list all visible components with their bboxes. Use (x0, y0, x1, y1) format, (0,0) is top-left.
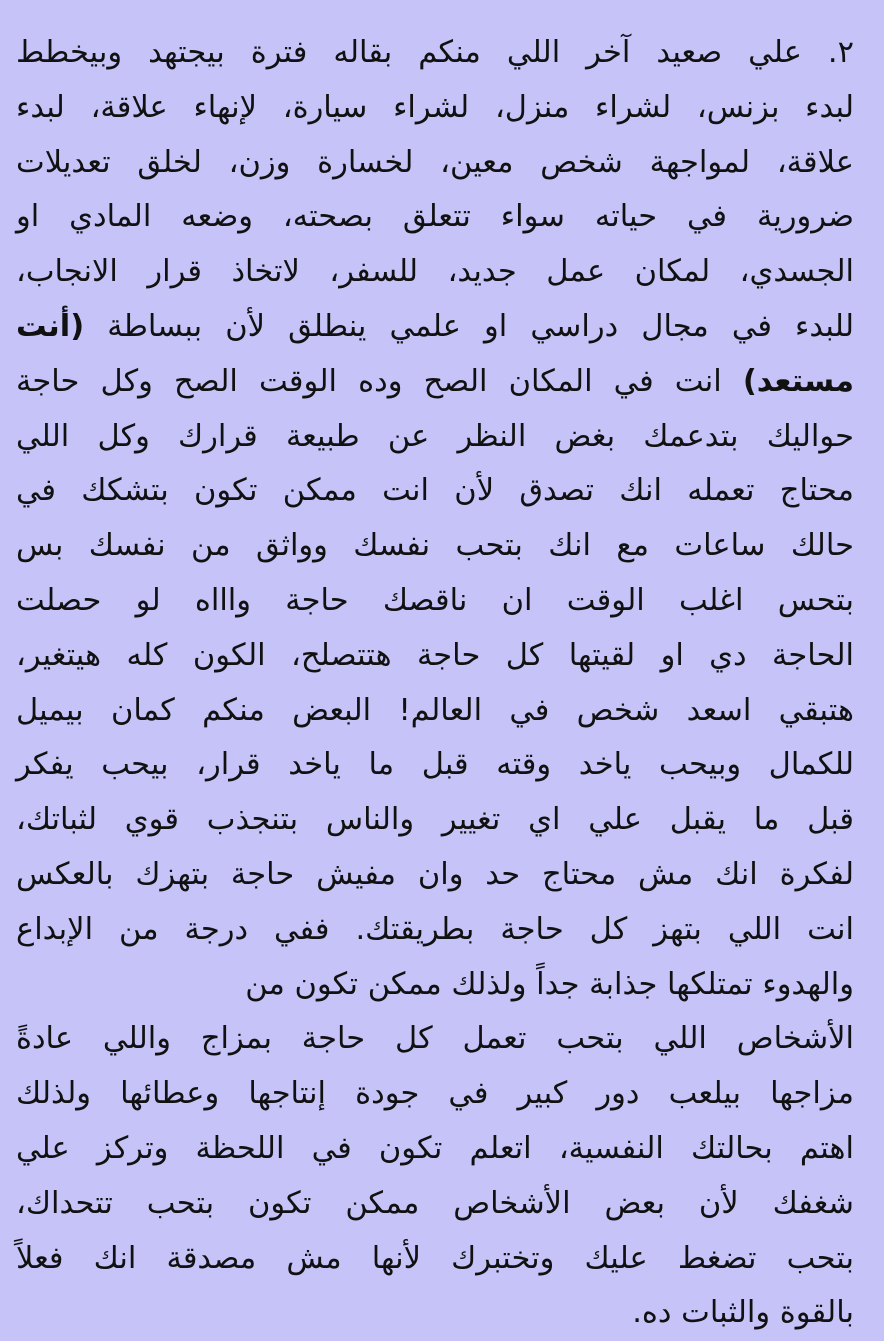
text-line: بتحب تضغط عليك وتختبرك لأنها مش مصدقة انك فعلاً (16, 1240, 854, 1276)
text-line: ٢. علي صعيد آخر اللي منكم بقاله فترة بيجتهد وبيخطط (16, 35, 854, 70)
text-line-with-emphasis (16, 300, 854, 355)
text-line: اهتم بحالتك النفسية، اتعلم تكون في اللحظة وتركز علي (16, 1130, 854, 1166)
text-line-with-emphasis (16, 355, 854, 410)
text-line: حواليك بتدعمك بغض النظر عن طبيعة قرارك وكل اللي (16, 418, 854, 454)
text-line: لبدء بزنس، لشراء منزل، لشراء سيارة، لإنهاء علاقة، لبدء (16, 89, 854, 125)
text-line: للكمال وبيحب ياخد وقته قبل ما ياخد قرار، بيحب يفكر (16, 747, 854, 783)
text-line: بتحس اغلب الوقت ان ناقصك حاجة واااه لو حصلت (16, 582, 854, 618)
text-line: شغفك لأن بعض الأشخاص ممكن تكون بتحب تتحداك، (16, 1185, 854, 1221)
text-line: قبل ما يقبل علي اي تغيير والناس بتنجذب قوي لثباتك، (16, 802, 854, 838)
text-line: علاقة، لمواجهة شخص معين، لخسارة وزن، لخلق تعديلات (16, 144, 854, 180)
text-line: ضرورية في حياته سواء تتعلق بصحته، وضعه المادي او (16, 199, 854, 235)
body-paragraph (16, 26, 854, 1341)
text-line: الحاجة دي او لقيتها كل حاجة هتتصلح، الكون كله هيتغير، (16, 637, 854, 673)
text-line: بالقوة والثبات ده. (632, 1295, 854, 1331)
text-line: الجسدي، لمكان عمل جديد، للسفر، لاتخاذ قرار الانجاب، (16, 254, 854, 290)
text-line: والهدوء تمتلكها جذابة جداً ولذلك ممكن تكون من (245, 966, 854, 1002)
text-line: محتاج تعمله انك تصدق لأن انت ممكن تكون بتشكك في (16, 473, 854, 509)
text-line-part: للبدء في مجال دراسي او علمي ينطلق لأن ببساطة (107, 308, 854, 344)
text-line: هتبقي اسعد شخص في العالم! البعض منكم كمان بيميل (16, 692, 854, 728)
text-line: الأشخاص اللي بتحب تعمل كل حاجة بمزاج واللي عادةً (16, 1021, 854, 1057)
emphasis-open: (أنت (16, 308, 85, 344)
text-line: مزاجها بيلعب دور كبير في جودة إنتاجها وعطائها ولذلك (16, 1076, 854, 1112)
text-line: انت اللي بتهز كل حاجة بطريقتك. ففي درجة من الإبداع (16, 911, 854, 947)
text-line: لفكرة انك مش محتاج حد وان مفيش حاجة بتهزك بالعكس (16, 856, 854, 892)
text-line-part: انت في المكان الصح وده الوقت الصح وكل حاجة (16, 363, 722, 399)
emphasis-close: مستعد) (742, 363, 855, 399)
text-line: حالك ساعات مع انك بتحب نفسك وواثق من نفسك بس (16, 528, 854, 564)
